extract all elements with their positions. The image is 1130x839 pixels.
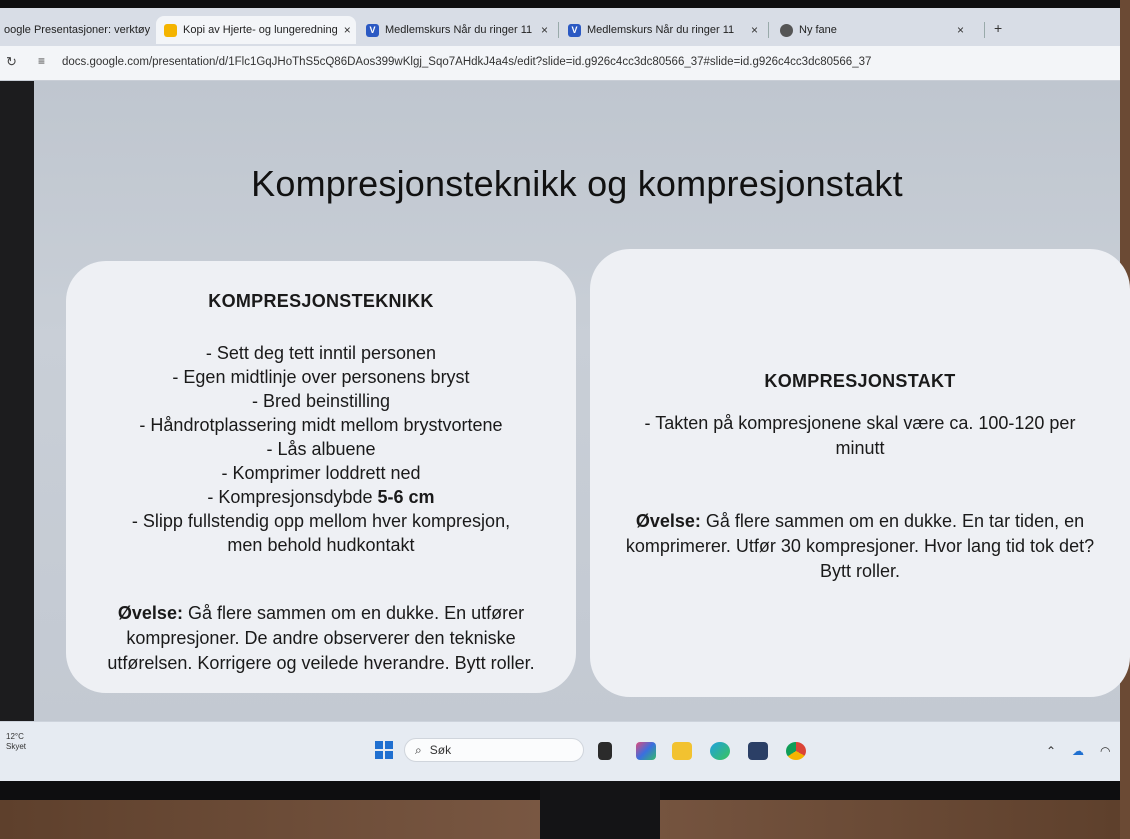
file-explorer-icon[interactable]	[672, 742, 692, 760]
box-heading: KOMPRESJONSTAKT	[764, 371, 956, 391]
taskbar-search[interactable]	[404, 738, 584, 762]
tab-title: Medlemskurs Når du ringer 11	[385, 24, 533, 36]
windows-taskbar	[0, 721, 1120, 781]
weather-temp: 12°C	[6, 732, 24, 741]
magnifier-icon: ⌕	[415, 742, 422, 757]
tab-title: oogle Presentasjoner: verktøy	[4, 24, 151, 36]
windows-start-icon[interactable]	[375, 741, 393, 759]
tab-medlemskurs-1[interactable]	[358, 16, 556, 44]
list-item: - Sett deg tett inntil personen	[205, 343, 437, 363]
tab-ny-fane[interactable]	[772, 16, 972, 44]
site-info-icon[interactable]: ≡	[38, 54, 46, 68]
tab-medlemskurs-2[interactable]	[560, 16, 766, 44]
reload-icon[interactable]: ↻	[6, 54, 17, 69]
tempo-text: - Takten på kompresjonene skal være ca. 100-120 per minutt	[644, 413, 1076, 458]
list-item: - Håndrotplassering midt mellom brystvortene	[139, 415, 503, 435]
exercise-label: Øvelse:	[117, 603, 183, 623]
exercise-text	[610, 509, 1110, 584]
tab-kopi-hjerte-lungeredning[interactable]	[156, 16, 356, 44]
chrome-icon[interactable]	[786, 742, 806, 760]
exercise-text	[96, 601, 546, 676]
slides-editor	[0, 81, 1120, 721]
slide-title[interactable]: Kompresjonsteknikk og kompresjonstakt	[251, 163, 903, 204]
edge-icon[interactable]	[710, 742, 730, 760]
task-view-icon[interactable]	[598, 742, 612, 760]
browser-tab-strip	[0, 8, 1120, 46]
copilot-icon[interactable]	[636, 742, 656, 760]
depth-value: 5-6 cm	[377, 487, 435, 507]
weather-desc: Skyet	[6, 742, 27, 751]
search-placeholder: Søk	[429, 743, 452, 757]
tab-google-slides-tools[interactable]	[0, 16, 154, 44]
weather-widget[interactable]	[6, 732, 26, 752]
list-item: - Bred beinstilling	[251, 391, 391, 411]
tab-separator	[984, 22, 985, 38]
tab-title: Medlemskurs Når du ringer 11	[587, 24, 735, 36]
list-item: - Egen midtlinje over personens bryst	[172, 367, 470, 387]
exercise-body: Gå flere sammen om en dukke. En utfører kompresjoner. De andre observerer den tekniske utførelsen. Korrigere og veilede hverandre. Bytt roller.	[107, 603, 535, 673]
onedrive-icon[interactable]: ☁	[1072, 744, 1084, 758]
close-tab-icon[interactable]: ×	[956, 23, 964, 37]
chrome-icon	[780, 24, 793, 37]
tab-title: Kopi av Hjerte- og lungeredning	[183, 24, 338, 36]
close-tab-icon[interactable]: ×	[540, 23, 548, 37]
monitor-screen	[0, 8, 1120, 780]
list-item: - Lås albuene	[266, 439, 376, 459]
list-item: - Slipp fullstendig opp mellom hver kompresjon,	[131, 511, 511, 531]
address-bar	[0, 46, 1120, 81]
v-icon: V	[568, 24, 581, 37]
tab-separator	[768, 22, 769, 38]
v-icon: V	[366, 24, 379, 37]
exercise-label: Øvelse:	[635, 511, 701, 531]
slide-canvas	[34, 81, 1120, 721]
close-tab-icon[interactable]: ×	[343, 23, 351, 37]
list-item: - Komprimer loddrett ned	[221, 463, 421, 483]
chevron-up-icon[interactable]: ⌃	[1046, 744, 1057, 758]
technique-list	[66, 341, 576, 557]
new-tab-button[interactable]: +	[994, 20, 1003, 36]
compression-technique-box[interactable]	[66, 261, 576, 693]
list-item-depth	[66, 485, 576, 509]
compression-tempo-box[interactable]	[590, 249, 1130, 697]
url-field[interactable]: docs.google.com/presentation/d/1Flc1GqJHoThS5cQ86DAos399wKlgj_Sqo7AHdkJ4a4s/edit?slide=id.g926c4cc3dc80566_37#slide=id.g926c4cc3dc80566_37	[62, 56, 872, 68]
monitor-stand	[540, 780, 660, 839]
close-tab-icon[interactable]: ×	[750, 23, 758, 37]
exercise-body: Gå flere sammen om en dukke. En tar tiden, en komprimerer. Utfør 30 kompresjoner. Hvor lang tid tok det? Bytt roller.	[625, 511, 1095, 581]
tab-separator	[558, 22, 559, 38]
google-slides-icon	[164, 24, 177, 37]
store-icon[interactable]	[748, 742, 768, 760]
tab-title: Ny fane	[799, 24, 837, 36]
wifi-icon[interactable]: ◠	[1100, 744, 1111, 758]
list-item: men behold hudkontakt	[227, 535, 415, 555]
list-item-text: - Kompresjonsdybde	[207, 487, 378, 507]
box-heading: KOMPRESJONSTEKNIKK	[208, 291, 434, 311]
